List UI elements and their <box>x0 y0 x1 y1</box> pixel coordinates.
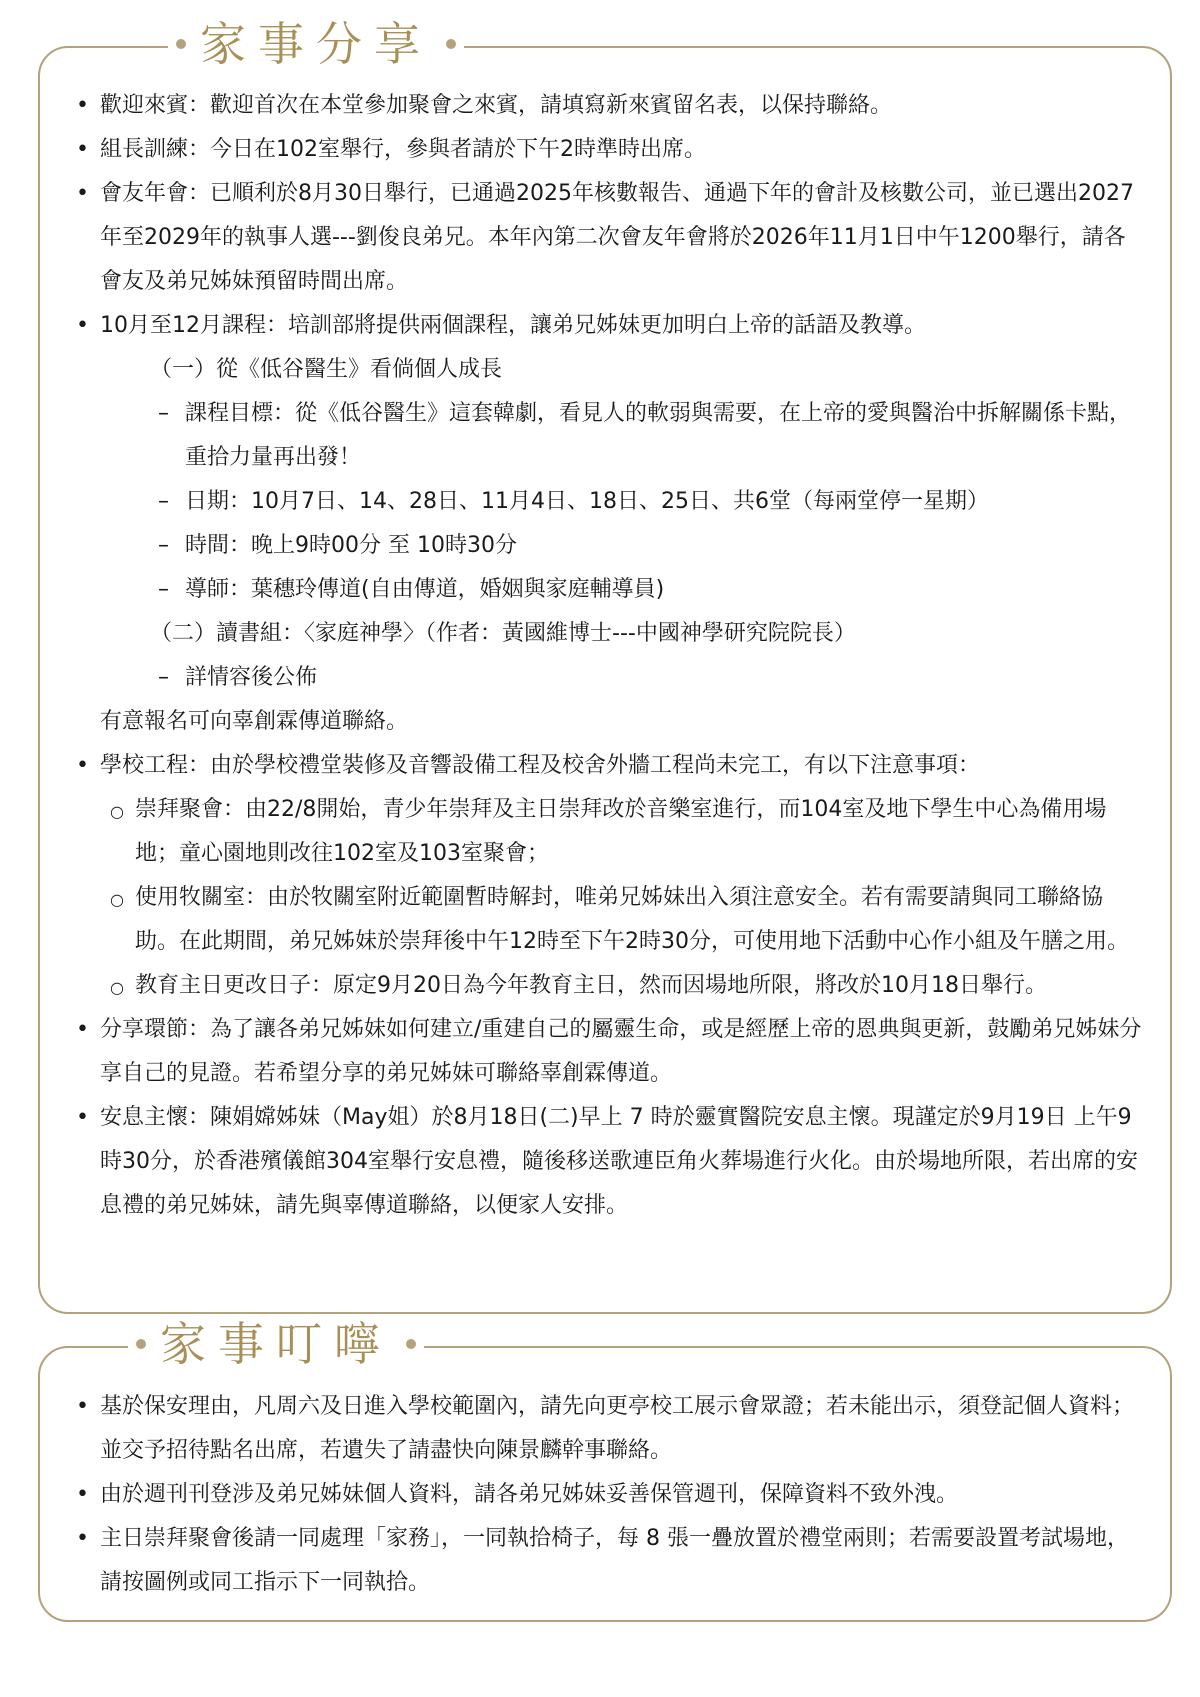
course-heading: （一）從《低谷醫生》看倘個人成長 <box>150 357 503 382</box>
list-item: • 由於週刊刊登涉及弟兄姊妹個人資料，請各弟兄姊妹妥善保管週刊，保障資料不致外洩。 <box>70 1473 1145 1517</box>
list-item: • 10月至12月課程：培訓部將提供兩個課程，讓弟兄姊妹更加明白上帝的話語及教導。 <box>70 304 1145 348</box>
sub-list-item: ○ 教育主日更改日子：原定9月20日為今年教育主日，然而因場地所限，將改於10月18日舉行。 <box>70 964 1145 1008</box>
ornament-dot-icon <box>136 1339 146 1349</box>
ornament-dot-icon <box>406 1339 416 1349</box>
section-title-reminders <box>128 1316 424 1372</box>
list-item: • 歡迎來賓：歡迎首次在本堂參加聚會之來賓，請填寫新來賓留名表，以保持聯絡。 <box>70 84 1145 128</box>
list-item: • 學校工程：由於學校禮堂裝修及音響設備工程及校舍外牆工程尚未完工，有以下注意事項： <box>70 744 1145 788</box>
list-item: • 會友年會：已順利於8月30日舉行，已通過2025年核數報告、通過下年的會計及核數公司，並已選出2027年至2029年的執事人選---劉俊良弟兄。本年內第二次會友年會將於2026年11月1日中午1200舉行，請各會友及弟兄姊妹預留時間出席。 <box>70 172 1145 304</box>
list-item: • 組長訓練：今日在102室舉行，參與者請於下午2時準時出席。 <box>70 128 1145 172</box>
section-title-sharing <box>168 16 464 72</box>
reminders-list <box>70 1385 1145 1605</box>
registration-note: 有意報名可向辜創霖傳道聯絡。 <box>100 709 409 734</box>
course-detail: – 課程目標：從《低谷醫生》這套韓劇，看見人的軟弱與需要，在上帝的愛與醫治中拆解關係卡點，重拾力量再出發！ <box>70 392 1145 480</box>
list-item: • 基於保安理由，凡周六及日進入學校範圍內，請先向更亭校工展示會眾證；若未能出示，須登記個人資料；並交予招待點名出席，若遺失了請盡快向陳景麟幹事聯絡。 <box>70 1385 1145 1473</box>
section-title-text: 家事分享 <box>200 17 432 71</box>
ornament-dot-icon <box>446 39 456 49</box>
sharing-list <box>70 84 1145 1228</box>
sub-list-item: ○ 使用牧關室：由於牧關室附近範圍暫時解封，唯弟兄姊妹出入須注意安全。若有需要請與同工聯絡協助。在此期間，弟兄姊妹於崇拜後中午12時至下午2時30分，可使用地下活動中心作小組及午膳之用。 <box>70 876 1145 964</box>
list-item: • 主日崇拜聚會後請一同處理「家務」，一同執拾椅子，每 8 張一疊放置於禮堂兩則；若需要設置考試場地，請按圖例或同工指示下一同執拾。 <box>70 1517 1145 1605</box>
course-detail: – 導師：葉穗玲傳道(自由傳道，婚姻與家庭輔導員) <box>70 568 1145 612</box>
course-detail: – 詳情容後公佈 <box>70 656 1145 700</box>
course-detail: – 時間：晚上9時00分 至 10時30分 <box>70 524 1145 568</box>
list-item: • 安息主懷：陳娟嫦姊妹（May姐）於8月18日(二)早上 7 時於靈實醫院安息主懷。現謹定於9月19日 上午9時30分，於香港殯儀館304室舉行安息禮，隨後移送歌連臣角火葬場進行火化。由於場地所限，若出席的安息禮的弟兄姊妹，請先與辜傳道聯絡，以便家人安排。 <box>70 1096 1145 1228</box>
sub-list-item: ○ 崇拜聚會：由22/8開始，青少年崇拜及主日崇拜改於音樂室進行，而104室及地下學生中心為備用場地；童心園地則改往102室及103室聚會； <box>70 788 1145 876</box>
section-title-text: 家事叮嚀 <box>160 1317 392 1371</box>
course-heading: （二）讀書組：〈家庭神學〉（作者：黃國維博士---中國神學研究院院長） <box>150 621 856 646</box>
ornament-dot-icon <box>176 39 186 49</box>
course-detail: – 日期：10月7日、14、28日、11月4日、18日、25日、共6堂（每兩堂停一星期） <box>70 480 1145 524</box>
list-item: • 分享環節：為了讓各弟兄姊妹如何建立/重建自己的屬靈生命，或是經歷上帝的恩典與更新，鼓勵弟兄姊妹分享自己的見證。若希望分享的弟兄姊妹可聯絡辜創霖傳道。 <box>70 1008 1145 1096</box>
